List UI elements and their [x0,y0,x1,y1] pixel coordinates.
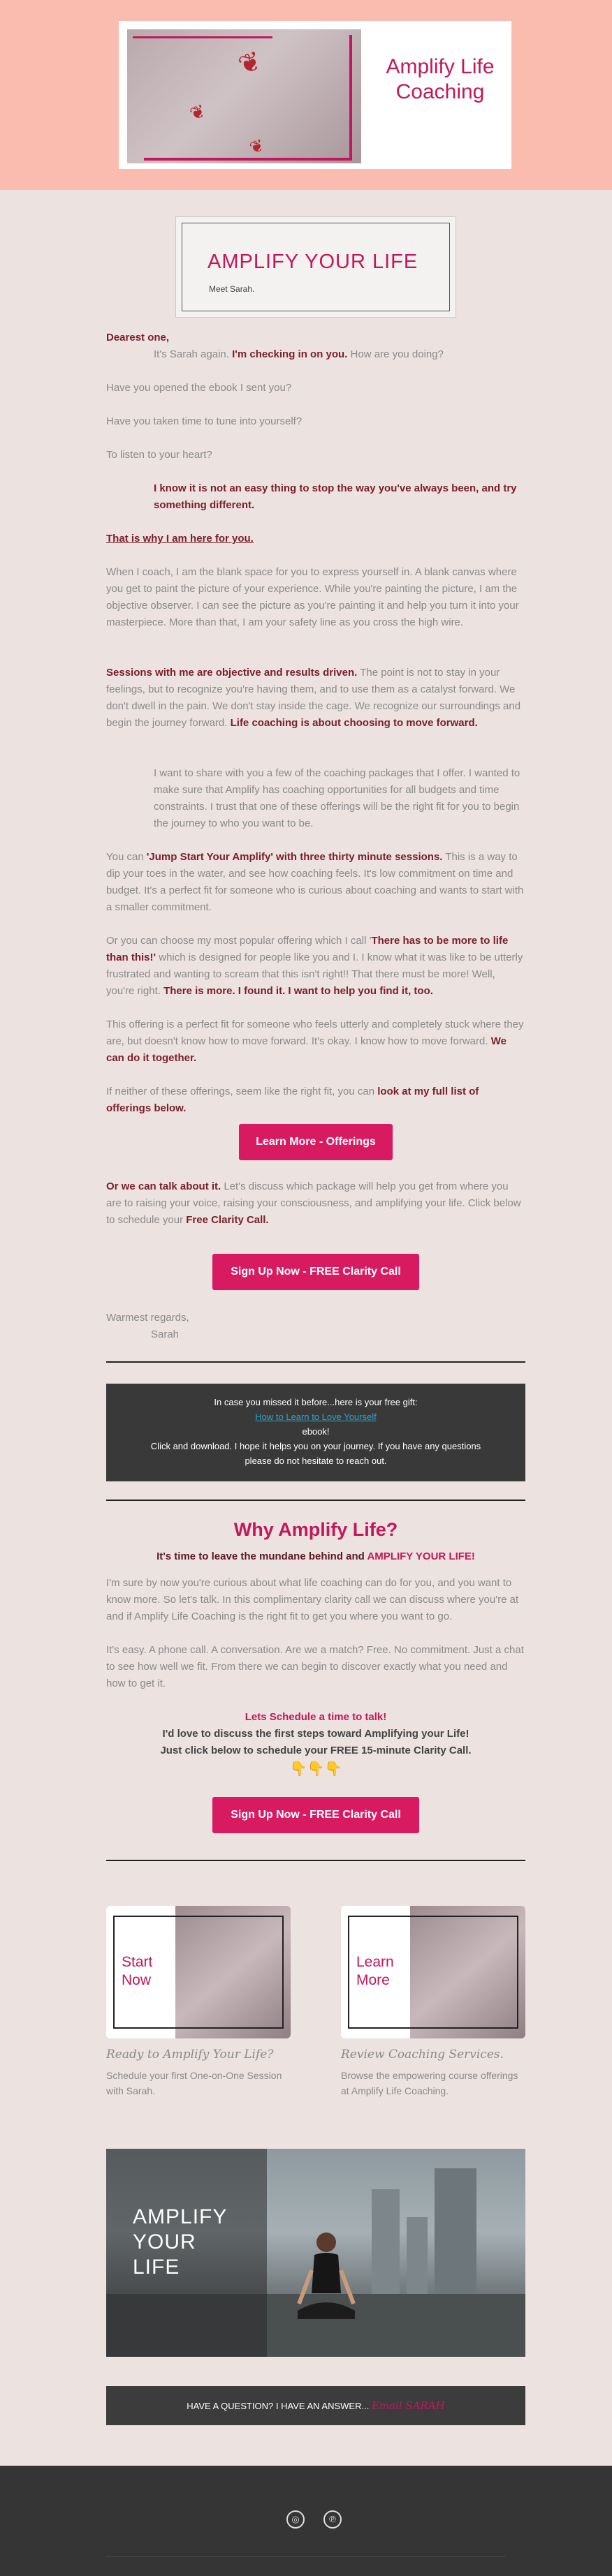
greeting: Dearest one, [106,332,170,343]
banner-title: AMPLIFY YOUR LIFE [207,251,418,273]
card-label: Learn More [356,1954,394,1988]
gift-ebook: ebook! [302,1426,330,1437]
header-photo [127,29,361,163]
start-now-card[interactable] [106,1906,291,2038]
leaf-icon: ❦ [234,45,266,82]
signup-clarity-call-button-2[interactable]: Sign Up Now - FREE Clarity Call [212,1797,419,1833]
meditating-person [295,2227,358,2332]
jumpstart-paragraph: You can 'Jump Start Your Amplify' with three thirty minute sessions. This is a way to dip your toes in the water, and see how coaching feels. It's low commitment on time and budget. It's a perfect fit for someone who is curious about coaching and wants to start with a smaller commitment. [106,851,524,913]
divider [106,1361,525,1363]
cta-heading: Lets Schedule a time to talk! [245,1711,387,1723]
why-title: Why Amplify Life? [233,1519,398,1540]
packages-paragraph: I want to share with you a few of the coaching packages that I offer. I wanted to make sure that Amplify has coaching opportunities for all budgets and time constraints. I trust that one of these offerings will be the right fit for you to begin the journey to who you want to be. [154,767,520,829]
card-label: Start Now [122,1954,153,1988]
ebook-link[interactable]: How to Learn to Love Yourself [255,1412,377,1422]
why-tagline: It's time to leave the mundane behind and AMPLIFY YOUR LIFE! [156,1550,475,1562]
learn-more-card[interactable] [341,1906,525,2038]
question-3: To listen to your heart? [106,449,212,461]
question-1: Have you opened the ebook I sent you? [106,382,292,394]
why-paragraph-2: It's easy. A phone call. A conversation. Are we a match? Free. No commitment. Just a chat to see how well we fit. From there we can begin to discover exactly what you need and how to get it. [106,1644,524,1689]
intro-paragraph: It's Sarah again. I'm checking in on you. How are you doing? [154,348,444,360]
know-paragraph: I know it is not an easy thing to stop the way you've always been, and try something different. [154,482,517,511]
leaf-icon: ❦ [247,135,267,158]
why-here: That is why I am here for you. [106,533,254,545]
card-caption: Review Coaching Services. [341,2048,504,2061]
gift-intro: In case you missed it before...here is your free gift: [214,1397,418,1407]
neither-paragraph: If neither of these offerings, seem like the right fit, you can look at my full list of offerings below. [106,1086,479,1114]
card-description: Schedule your first One-on-One Session with Sarah. [106,2070,282,2096]
leaf-icon: ❦ [187,100,209,125]
divider [106,1860,525,1861]
pinterest-icon[interactable]: ℗ [323,2510,342,2529]
card-caption: Ready to Amplify Your Life? [106,2048,274,2061]
signature: Sarah [151,1328,180,1340]
why-paragraph-1: I'm sure by now you're curious about what life coaching can do for you, and you want to know more. So let's talk. In this complimentary clarity call we can discuss where you're at and if Amplify Life Coaching is the right fit to get you where you want to go. [106,1577,519,1622]
pointing-down-icons: 👇👇👇 [289,1761,342,1777]
amplify-banner [175,216,456,318]
cta-line-3: Just click below to schedule your FREE 15-minute Clarity Call. [160,1745,472,1756]
email-sarah-link[interactable]: Email SARAH [371,2399,445,2412]
header-card [119,21,511,169]
card-description: Browse the empowering course offerings at Amplify Life Coaching. [341,2070,518,2096]
question-bar [106,2386,525,2425]
footer-divider [106,2556,506,2557]
coach-paragraph: When I coach, I am the blank space for you to express yourself in. A blank canvas where you get to paint the picture of your experience. While you're painting the picture, I am the objective observer. I can see the picture as you're painting it and help you turn it into your masterpiece. More than that, I am your safety line as you cross the high wire. [106,566,519,628]
divider [106,1500,525,1501]
brand-title: Amplify Life Coaching [386,55,495,103]
stuck-paragraph: This offering is a perfect fit for someone who feels utterly and completely stuck where they are, but doesn't know how to move forward. It's okay. I know how to move forward. We can do it together. [106,1019,524,1064]
signup-clarity-call-button[interactable]: Sign Up Now - FREE Clarity Call [212,1254,419,1290]
question-text: HAVE A QUESTION? I HAVE AN ANSWER... [187,2401,370,2411]
city-text: AMPLIFY YOUR LIFE [133,2205,227,2279]
gift-instructions: Click and download. I hope it helps you on your journey. If you have any questions please do not hesitate to reach out. [150,1441,481,1466]
footer [0,2466,612,2576]
instagram-icon[interactable]: ◎ [286,2510,305,2529]
banner-subtitle: Meet Sarah. [209,284,255,294]
city-hero-image [106,2149,525,2357]
talk-paragraph: Or we can talk about it. Let's discuss which package will help you get from where you are to raising your voice, raising your consciousness, and amplifying your life. Click below to schedule your Free Clarity Call. [106,1180,521,1226]
free-gift-box [106,1384,525,1481]
more-paragraph: Or you can choose my most popular offering which I call 'There has to be more to life than this!' which is designed for people like you and I. I know what it was like to be utterly frustrated and wanting to scream that this isn't right!! That there must be more! Well, you're right. There is more. I found it. I want to help you find it, too. [106,935,523,997]
learn-more-offerings-button[interactable]: Learn More - Offerings [239,1124,393,1160]
closing-regards: Warmest regards, [106,1312,189,1324]
question-2: Have you taken time to tune into yourself? [106,415,303,427]
cta-line-2: I'd love to discuss the first steps toward Amplifying your Life! [162,1728,469,1740]
sessions-paragraph: Sessions with me are objective and results driven. The point is not to stay in your feelings, but to recognize you're having them, and to use them as a catalyst forward. We don't dwell in the pain. We don't stay inside the cage. We recognize our surroundings and begin the journey forward. Life coaching is about choosing to move forward. [106,667,521,729]
